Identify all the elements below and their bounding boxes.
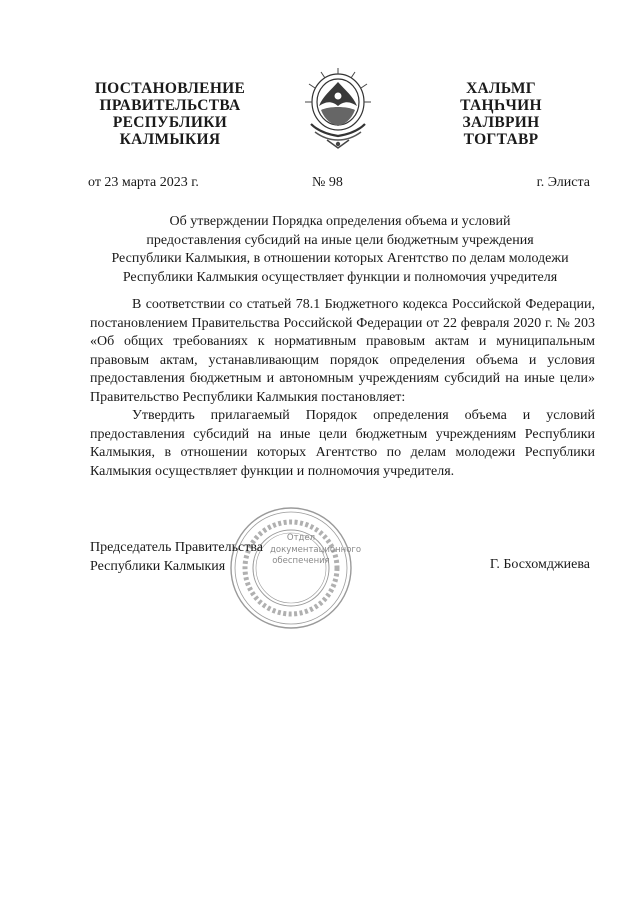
- header-right-line: ЗАЛВРИН: [462, 114, 540, 131]
- coat-of-arms-icon: [301, 66, 375, 150]
- header-left-title: [80, 80, 260, 148]
- title-line: предоставления субсидий на иные цели бюджетным учреждения: [146, 232, 534, 248]
- title-line: Республики Калмыкия, в отношении которых Агентство по делам молодежи: [111, 251, 569, 266]
- signatory-name: Г. Босхомджиева: [489, 557, 590, 572]
- title-line: Республики Калмыкия осуществляет функции и полномочия учредителя: [122, 269, 558, 285]
- document-body: [90, 296, 595, 481]
- stamp-text: [270, 533, 362, 568]
- header-right-line: ТАҢҺЧИН: [460, 97, 542, 114]
- document-title: [85, 213, 595, 287]
- header-right-line: ТОГТАВР: [463, 131, 539, 148]
- body-paragraph: В соответствии со статьей 78.1 Бюджетного кодекса Российской Федерации, постановлением Правительства Российской Федерации от 22 февраля 2020 г. № 203 «Об общих требованиях к нормативным правовым актам и муниципальным правовым актам, устанавливающим порядок определения объема и условия предоставления бюджетным и автономным учреждениям субсидий на иные цели» Правительство Республики Калмыкия постановляет:: [90, 297, 595, 405]
- stamp-line: Отдел: [286, 533, 316, 543]
- stamp-line: обеспечения: [272, 556, 330, 566]
- decree-city: г. Элиста: [536, 175, 590, 190]
- title-line: Об утверждении Порядка определения объема и условий: [169, 214, 511, 229]
- decree-date: от 23 марта 2023 г.: [88, 175, 199, 190]
- signatory-position-line: Председатель Правительства: [90, 540, 263, 555]
- header-right-title: [436, 80, 566, 148]
- signatory-position: [90, 538, 263, 576]
- decree-number: № 98: [312, 175, 343, 190]
- header-left-line: ПОСТАНОВЛЕНИЕ: [94, 80, 246, 97]
- body-paragraph: Утвердить прилагаемый Порядок определения объема и условий предоставления субсидий на иные цели бюджетным учреждениям Республики Калмыкия, в отношении которых Агентство по делам молодежи Республики Калмыкия осуществляет функции и полномочия учредителя.: [90, 408, 595, 479]
- stamp-line: документационного: [270, 544, 362, 555]
- signatory-position-line: Республики Калмыкия: [90, 559, 226, 574]
- header-left-line: РЕСПУБЛИКИ: [112, 114, 228, 131]
- header-left-line: ПРАВИТЕЛЬСТВА: [99, 97, 241, 114]
- header-left-line: КАЛМЫКИЯ: [119, 131, 221, 148]
- header-right-line: ХАЛЬМГ: [466, 80, 536, 97]
